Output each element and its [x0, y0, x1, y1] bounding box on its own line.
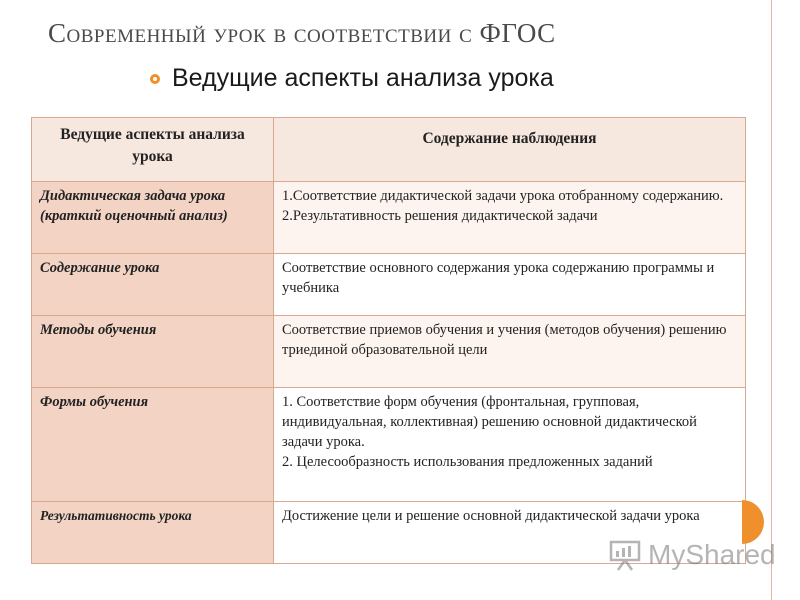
- observation-line: 2.Результативность решения дидактической задачи: [282, 208, 598, 224]
- slide-title: Современный урок в соответствии с ФГОС: [48, 18, 556, 48]
- observation-cell: [274, 182, 746, 254]
- aspect-cell: Дидактическая задача урока (краткий оценочный анализ): [32, 182, 274, 254]
- table-header-row: [32, 118, 746, 182]
- watermark: [608, 538, 776, 572]
- watermark-text: MyShared: [648, 539, 776, 570]
- observation-cell: [274, 388, 746, 502]
- observation-line: Соответствие основного содержания урока содержанию программы и учебника: [282, 260, 715, 296]
- table-header-content: Содержание наблюдения: [274, 118, 746, 182]
- aspect-cell: Результативность урока: [32, 502, 274, 564]
- table-row: [32, 254, 746, 316]
- aspect-cell: Содержание урока: [32, 254, 274, 316]
- slide-subtitle: Ведущие аспекты анализа урока: [172, 64, 554, 92]
- observation-line: 1. Соответствие форм обучения (фронтальная, групповая, индивидуальная, коллективная) решению основной дидактической задачи урока.: [282, 394, 697, 450]
- table-header-aspects: Ведущие аспекты анализа урока: [32, 118, 274, 182]
- aspect-cell: Формы обучения: [32, 388, 274, 502]
- analysis-table: [31, 117, 746, 564]
- table-row: [32, 388, 746, 502]
- table-row: [32, 182, 746, 254]
- observation-line: 1.Соответствие дидактической задачи урока отобранному содержанию.: [282, 188, 724, 204]
- observation-line: Достижение цели и решение основной дидактической задачи урока: [282, 508, 700, 524]
- table-row: [32, 316, 746, 388]
- observation-line: 2. Целесообразность использования предложенных заданий: [282, 454, 653, 470]
- side-decoration-line: [771, 0, 772, 600]
- aspect-cell: Методы обучения: [32, 316, 274, 388]
- subtitle-row: [150, 64, 554, 93]
- presentation-board-icon: [608, 538, 642, 572]
- observation-cell: [274, 254, 746, 316]
- observation-cell: [274, 316, 746, 388]
- observation-line: Соответствие приемов обучения и учения (методов обучения) решению триединой образовательной цели: [282, 322, 727, 358]
- bullet-icon: [150, 74, 160, 84]
